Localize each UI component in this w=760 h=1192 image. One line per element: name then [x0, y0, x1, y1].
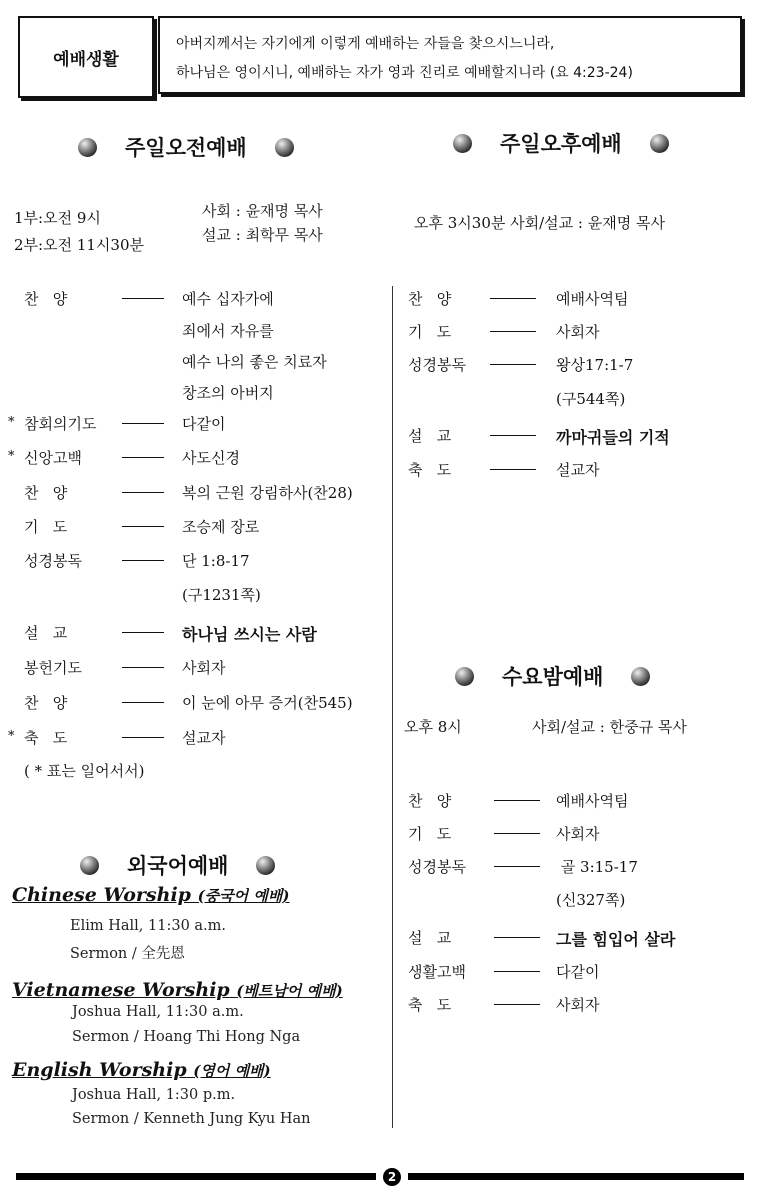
- order-label: 기 도: [408, 825, 452, 843]
- order-dash: [494, 866, 540, 867]
- header-verse-box: [158, 16, 742, 94]
- order-dash: [122, 423, 164, 424]
- order-dash: [494, 833, 540, 834]
- order-dash: [122, 702, 164, 703]
- standing-mark: *: [8, 449, 15, 464]
- morning-section-title: 주일오전예배: [78, 132, 294, 162]
- order-label: 찬 양: [24, 290, 68, 308]
- order-dash: [122, 737, 164, 738]
- order-dash: [494, 800, 540, 801]
- order-label: 성경봉독: [408, 858, 466, 876]
- order-value: 예수 십자가에: [182, 290, 274, 308]
- order-dash: [122, 526, 164, 527]
- chinese-worship-place: Elim Hall, 11:30 a.m.: [70, 918, 227, 934]
- header-label-box: [18, 16, 154, 98]
- vietnamese-worship-title: Vietnamese Worship (베트남어 예배): [12, 979, 343, 1001]
- order-label: 기 도: [408, 323, 452, 341]
- english-worship-place: Joshua Hall, 1:30 p.m.: [72, 1087, 236, 1103]
- verse-line-1: 아버지께서는 자기에게 이렇게 예배하는 자들을 찾으시느니라,: [176, 36, 555, 52]
- foreign-section-title: 외국어예배: [80, 850, 275, 880]
- order-label: 성경봉독: [24, 552, 82, 570]
- order-label: 찬 양: [24, 484, 68, 502]
- vietnamese-worship-place: Joshua Hall, 11:30 a.m.: [72, 1004, 244, 1020]
- chinese-worship-title: Chinese Worship (중국어 예배): [12, 884, 290, 906]
- order-value: 사도신경: [182, 449, 240, 467]
- order-label: 성경봉독: [408, 356, 466, 374]
- order-value: 사회자: [556, 996, 600, 1014]
- wednesday-time: 오후 8시: [404, 718, 462, 736]
- wednesday-host: 사회/설교 : 한중규 목사: [532, 718, 687, 736]
- order-dash: [490, 435, 536, 436]
- order-value: 사회자: [556, 323, 600, 341]
- bullet-icon: [631, 667, 650, 686]
- bullet-icon: [275, 138, 294, 157]
- bullet-icon: [455, 667, 474, 686]
- morning-time-1: 1부:오전 9시: [14, 209, 101, 227]
- order-value: 다같이: [182, 415, 226, 433]
- order-value: 창조의 아버지: [182, 384, 274, 402]
- order-value: (구544쪽): [556, 390, 626, 408]
- bullet-icon: [80, 856, 99, 875]
- order-value: 조승제 장로: [182, 518, 260, 536]
- order-dash: [122, 667, 164, 668]
- order-dash: [490, 364, 536, 365]
- order-label: 축 도: [24, 729, 68, 747]
- standing-mark: *: [8, 729, 15, 744]
- order-value: 골 3:15-17: [556, 858, 638, 876]
- morning-host: 사회 : 윤재명 목사: [202, 202, 323, 220]
- header-label: 예배생활: [53, 49, 119, 70]
- order-label: 찬 양: [24, 694, 68, 712]
- order-label: 참회의기도: [24, 415, 97, 433]
- morning-time-2: 2부:오전 11시30분: [14, 236, 144, 254]
- order-dash: [490, 298, 536, 299]
- page-number: 2: [383, 1168, 401, 1186]
- order-value: 설교자: [556, 461, 600, 479]
- order-dash: [122, 457, 164, 458]
- order-value: 예배사역팀: [556, 290, 629, 308]
- order-label: 봉헌기도: [24, 659, 82, 677]
- order-value: 사회자: [182, 659, 226, 677]
- vietnamese-worship-sermon: Sermon / Hoang Thi Hong Nga: [72, 1029, 301, 1045]
- english-worship-title: English Worship (영어 예배): [12, 1059, 271, 1081]
- morning-preacher: 설교 : 최학무 목사: [202, 226, 323, 244]
- order-value: 복의 근원 강림하사(찬28): [182, 484, 353, 502]
- order-dash: [494, 971, 540, 972]
- footer-rule-right: [408, 1173, 744, 1180]
- bullet-icon: [650, 134, 669, 153]
- order-label: 설 교: [408, 929, 452, 947]
- order-label: 찬 양: [408, 792, 452, 810]
- order-value: 예배사역팀: [556, 792, 629, 810]
- verse-line-2: 하나님은 영이시니, 예배하는 자가 영과 진리로 예배할지니라 (요 4:23-24): [176, 65, 633, 81]
- order-label: 축 도: [408, 461, 452, 479]
- standing-note: ( * 표는 일어서서): [24, 762, 145, 780]
- order-dash: [122, 298, 164, 299]
- order-value: 하나님 쓰시는 사람: [182, 625, 317, 644]
- order-dash: [122, 632, 164, 633]
- order-value: 예수 나의 좋은 치료자: [182, 353, 327, 371]
- standing-mark: *: [8, 415, 15, 430]
- order-value: (신327쪽): [556, 891, 626, 909]
- wednesday-section-title: 수요밤예배: [455, 661, 650, 691]
- order-value: 단 1:8-17: [182, 552, 250, 570]
- order-dash: [490, 469, 536, 470]
- order-label: 설 교: [408, 427, 452, 445]
- order-value: 사회자: [556, 825, 600, 843]
- order-label: 신앙고백: [24, 449, 82, 467]
- order-label: 찬 양: [408, 290, 452, 308]
- order-value: (구1231쪽): [182, 586, 261, 604]
- order-value: 설교자: [182, 729, 226, 747]
- order-value: 이 눈에 아무 증거(찬545): [182, 694, 353, 712]
- order-value: 죄에서 자유를: [182, 322, 274, 340]
- order-dash: [122, 492, 164, 493]
- order-value: 다같이: [556, 963, 600, 981]
- chinese-worship-sermon: Sermon / 全先恩: [70, 946, 185, 962]
- order-dash: [494, 1004, 540, 1005]
- order-value: 왕상17:1-7: [556, 356, 634, 374]
- order-label: 설 교: [24, 624, 68, 642]
- order-value: 까마귀들의 기적: [556, 428, 670, 447]
- bullet-icon: [453, 134, 472, 153]
- english-worship-sermon: Sermon / Kenneth Jung Kyu Han: [72, 1111, 311, 1127]
- footer-rule-left: [16, 1173, 376, 1180]
- order-label: 생활고백: [408, 963, 466, 981]
- afternoon-info: 오후 3시30분 사회/설교 : 윤재명 목사: [414, 214, 665, 232]
- order-dash: [494, 937, 540, 938]
- column-divider: [392, 286, 393, 1128]
- bullet-icon: [256, 856, 275, 875]
- order-label: 기 도: [24, 518, 68, 536]
- order-dash: [122, 560, 164, 561]
- afternoon-section-title: 주일오후예배: [453, 128, 669, 158]
- order-dash: [490, 331, 536, 332]
- order-label: 축 도: [408, 996, 452, 1014]
- bullet-icon: [78, 138, 97, 157]
- order-value: 그를 힘입어 살라: [556, 930, 676, 949]
